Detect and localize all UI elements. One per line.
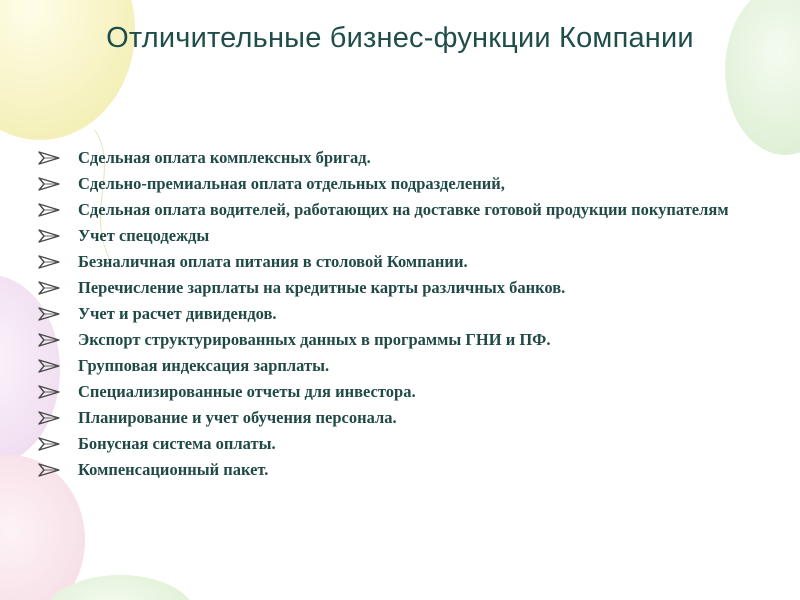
list-item bbox=[38, 200, 758, 219]
list-item-text: Учет спецодежды bbox=[78, 226, 210, 245]
list-item bbox=[38, 382, 758, 401]
list-item-text: Учет и расчет дивидендов. bbox=[78, 304, 277, 323]
list-item bbox=[38, 356, 758, 375]
list-item-text: Планирование и учет обучения персонала. bbox=[78, 408, 397, 427]
list-item-text: Сдельная оплата комплексных бригад. bbox=[78, 148, 371, 167]
list-item-text: Групповая индексация зарплаты. bbox=[78, 356, 330, 375]
arrowhead-bullet-icon bbox=[38, 460, 78, 479]
arrowhead-bullet-icon bbox=[38, 278, 78, 297]
arrowhead-bullet-icon bbox=[38, 200, 78, 219]
arrowhead-bullet-icon bbox=[38, 408, 78, 427]
arrowhead-bullet-icon bbox=[38, 356, 78, 375]
list-item bbox=[38, 408, 758, 427]
list-item-text: Перечисление зарплаты на кредитные карты различных банков. bbox=[78, 278, 566, 297]
arrowhead-bullet-icon bbox=[38, 434, 78, 453]
list-item-text: Экспорт структурированных данных в программы ГНИ и ПФ. bbox=[78, 330, 551, 349]
arrowhead-bullet-icon bbox=[38, 226, 78, 245]
list-item bbox=[38, 460, 758, 479]
bullet-list bbox=[38, 148, 758, 486]
list-item bbox=[38, 148, 758, 167]
list-item bbox=[38, 434, 758, 453]
list-item bbox=[38, 330, 758, 349]
list-item-text: Сдельная оплата водителей, работающих на доставке готовой продукции покупателям bbox=[78, 200, 729, 219]
list-item-text: Сдельно-премиальная оплата отдельных подразделений, bbox=[78, 174, 505, 193]
list-item-text: Компенсационный пакет. bbox=[78, 460, 269, 479]
arrowhead-bullet-icon bbox=[38, 304, 78, 323]
slide-title: Отличительные бизнес-функции Компании bbox=[106, 22, 694, 54]
arrowhead-bullet-icon bbox=[38, 330, 78, 349]
list-item-text: Безналичная оплата питания в столовой Компании. bbox=[78, 252, 468, 271]
list-item bbox=[38, 304, 758, 323]
balloon-yellow-top-left bbox=[0, 0, 135, 140]
arrowhead-bullet-icon bbox=[38, 252, 78, 271]
list-item-text: Специализированные отчеты для инвестора. bbox=[78, 382, 416, 401]
list-item bbox=[38, 174, 758, 193]
list-item bbox=[38, 252, 758, 271]
list-item bbox=[38, 278, 758, 297]
list-item-text: Бонусная система оплаты. bbox=[78, 434, 276, 453]
arrowhead-bullet-icon bbox=[38, 174, 78, 193]
list-item bbox=[38, 226, 758, 245]
arrowhead-bullet-icon bbox=[38, 148, 78, 167]
arrowhead-bullet-icon bbox=[38, 382, 78, 401]
